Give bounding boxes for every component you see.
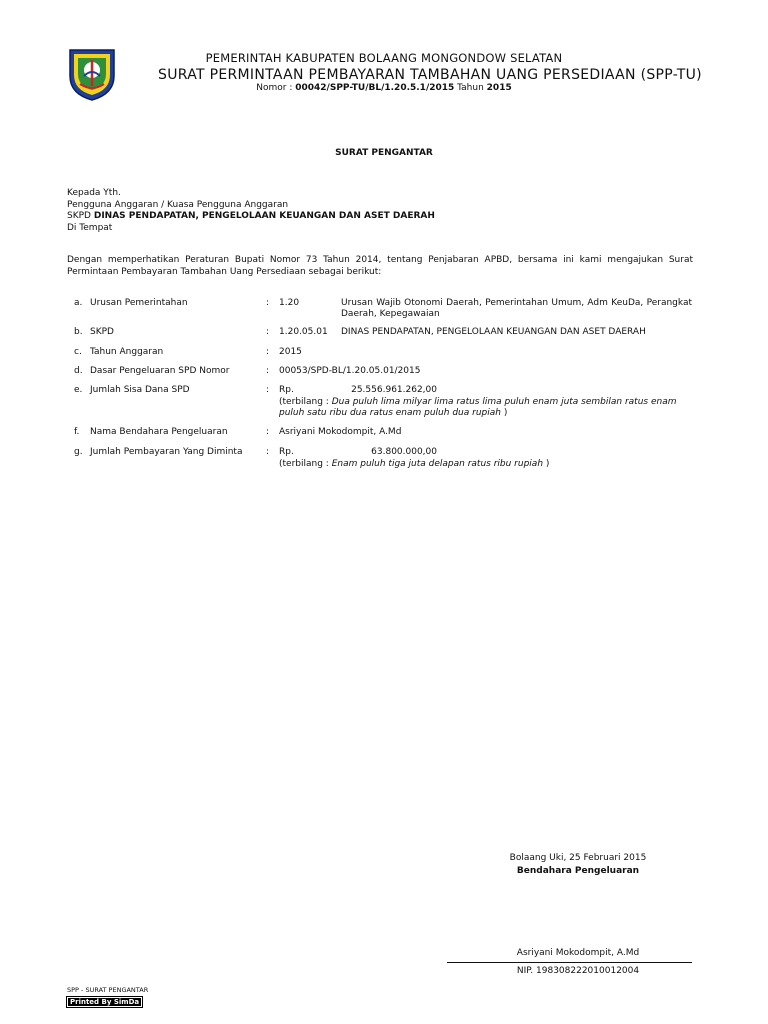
item-d-value: 00053/SPD-BL/1.20.05.01/2015 (279, 366, 421, 376)
item-c-letter: c. (74, 347, 82, 357)
item-f-letter: f. (74, 427, 80, 437)
tahun-label: Tahun (457, 83, 484, 93)
item-a-label: Urusan Pemerintahan (90, 298, 188, 308)
addressee-skpd (67, 211, 435, 223)
item-b-colon: : (266, 327, 270, 337)
item-f-colon: : (266, 427, 270, 437)
signature-role: Bendahara Pengeluaran (516, 866, 640, 876)
signature-name: Asriyani Mokodompit, A.Md (516, 948, 640, 958)
item-e-colon: : (266, 385, 270, 395)
item-e-letter: e. (74, 385, 83, 395)
signature-place-date: Bolaang Uki, 25 Februari 2015 (509, 853, 647, 863)
nomor-label: Nomor : (256, 83, 293, 93)
addressee-role: Pengguna Anggaran / Kuasa Pengguna Anggaran (67, 199, 289, 210)
item-g-terbilang-open: (terbilang : (279, 459, 329, 469)
item-c-colon: : (266, 347, 270, 357)
letter-title: SURAT PENGANTAR (335, 148, 433, 158)
item-g-amount: 63.800.000,00 (371, 447, 437, 457)
item-e-label: Jumlah Sisa Dana SPD (90, 385, 190, 395)
item-b-label: SKPD (90, 327, 114, 337)
item-b-code: 1.20.05.01 (279, 327, 328, 337)
item-a-colon: : (266, 298, 270, 308)
item-a-letter: a. (74, 298, 83, 308)
item-e-terbilang-text: Dua puluh lima milyar lima ratus lima puluh enam juta sembilan ratus enam puluh satu ribu dua ratus enam puluh dua rupiah (279, 397, 677, 418)
item-g-currency: Rp. (279, 447, 294, 457)
item-f-value: Asriyani Mokodompit, A.Md (279, 427, 402, 437)
item-b-description: DINAS PENDAPATAN, PENGELOLAAN KEUANGAN DAN ASET DAERAH (341, 327, 646, 337)
item-g-terbilang (279, 459, 693, 470)
item-g-letter: g. (74, 447, 83, 457)
signature-divider (447, 962, 692, 963)
item-a-description: Urusan Wajib Otonomi Daerah, Pemerintahan Umum, Adm KeuDa, Perangkat Daerah, Kepegawaian (341, 298, 692, 319)
footer-doc-code: SPP - SURAT PENGANTAR (67, 986, 149, 994)
document-number (0, 83, 768, 93)
item-g-label: Jumlah Pembayaran Yang Diminta (90, 447, 243, 457)
government-name: PEMERINTAH KABUPATEN BOLAANG MONGONDOW SELATAN (205, 51, 563, 65)
item-d-colon: : (266, 366, 270, 376)
skpd-name: DINAS PENDAPATAN, PENGELOLAAN KEUANGAN DAN ASET DAERAH (93, 211, 435, 221)
item-e-currency: Rp. (279, 385, 294, 395)
item-c-label: Tahun Anggaran (90, 347, 164, 357)
skpd-prefix: SKPD (67, 211, 91, 221)
item-c-value: 2015 (279, 347, 302, 357)
address-block (67, 188, 435, 234)
item-a-code: 1.20 (279, 298, 300, 308)
item-e-terbilang (279, 397, 693, 418)
nomor-value: 00042/SPP-TU/BL/1.20.5.1/2015 (295, 83, 455, 93)
tahun-value: 2015 (486, 83, 512, 93)
printed-by-stamp: Printed By SimDa (67, 997, 142, 1007)
item-b-letter: b. (74, 327, 83, 337)
signature-nip: NIP. 198308222010012004 (516, 966, 640, 976)
item-e-terbilang-open: (terbilang : (279, 397, 329, 407)
addressee-place: Di Tempat (67, 222, 113, 233)
item-d-letter: d. (74, 366, 83, 376)
item-e-amount: 25.556.961.262,00 (351, 385, 437, 395)
item-g-colon: : (266, 447, 270, 457)
intro-paragraph: Dengan memperhatikan Peraturan Bupati Nomor 73 Tahun 2014, tentang Penjabaran APBD, bersama ini kami mengajukan Surat Permintaan Pembayaran Tambahan Uang Persediaan sebagai berikut: (67, 255, 693, 277)
item-g-terbilang-close: ) (545, 459, 550, 469)
item-e-terbilang-close: ) (503, 407, 508, 418)
addressee-greeting: Kepada Yth. (67, 188, 121, 198)
item-f-label: Nama Bendahara Pengeluaran (90, 427, 228, 437)
item-d-label: Dasar Pengeluaran SPD Nomor (90, 366, 230, 376)
item-g-terbilang-text: Enam puluh tiga juta delapan ratus ribu rupiah (331, 459, 544, 469)
document-title: SURAT PERMINTAAN PEMBAYARAN TAMBAHAN UANG PERSEDIAAN (SPP-TU) (158, 67, 702, 83)
